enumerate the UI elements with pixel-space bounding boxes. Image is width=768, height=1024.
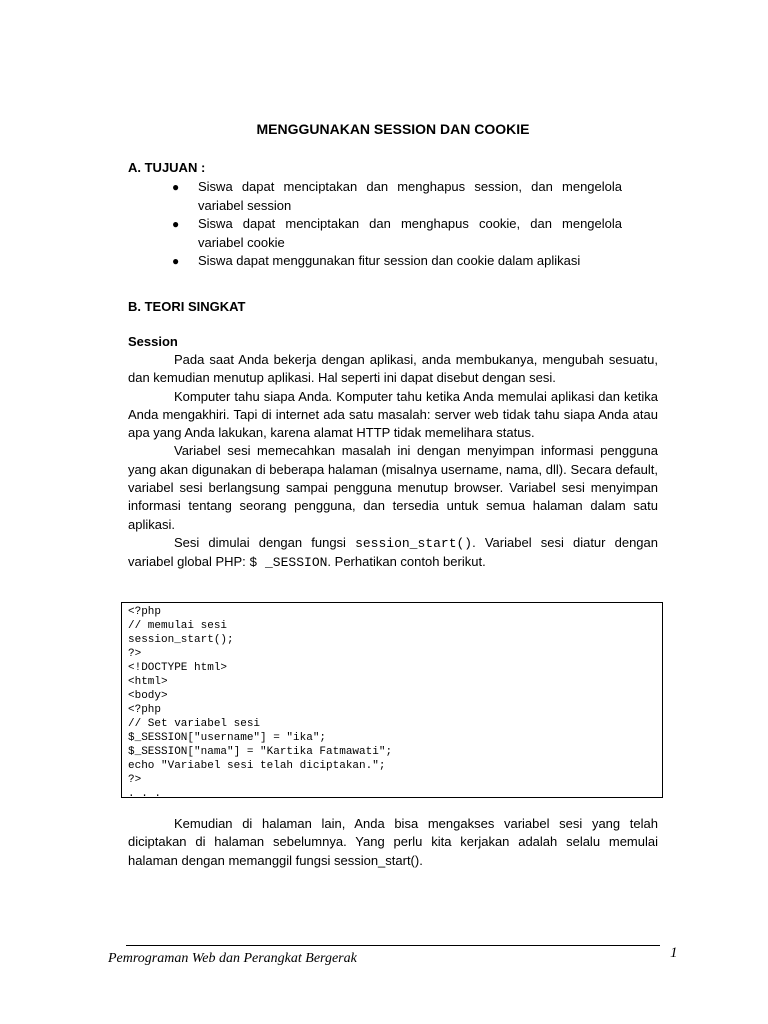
bullet-icon: ● — [172, 217, 180, 231]
objective-text: Siswa dapat menggunakan fitur session dan cookie dalam aplikasi — [198, 253, 581, 268]
code-line: <?php — [128, 704, 162, 716]
code-line: <!DOCTYPE html> — [128, 662, 228, 674]
objective-text: Siswa dapat menciptakan dan menghapus session, dan mengelola variabel session — [198, 179, 622, 213]
after-code-text — [128, 815, 658, 870]
teori-heading: B. TEORI SINGKAT — [128, 299, 246, 314]
paragraph: Pada saat Anda bekerja dengan aplikasi, anda membukanya, mengubah sesuatu, dan kemudian menutup aplikasi. Hal seperti ini dapat disebut dengan sesi. — [128, 352, 658, 386]
list-item — [172, 215, 622, 252]
code-line: ?> — [128, 648, 142, 660]
code-line: <?php — [128, 606, 162, 618]
session-heading: Session — [128, 334, 178, 349]
paragraph: Komputer tahu siapa Anda. Komputer tahu ketika Anda memulai aplikasi dan ketika Anda mengakhiri. Tapi di internet ada satu masalah: server web tidak tahu siapa Anda atau apa yang Anda lakukan, karena alamat HTTP tidak memelihara status. — [128, 388, 658, 441]
objective-text: Siswa dapat menciptakan dan menghapus cookie, dan mengelola variabel cookie — [198, 216, 622, 250]
inline-code: $ _SESSION — [249, 555, 328, 571]
paragraph: Variabel sesi memecahkan masalah ini dengan menyimpan informasi pengguna yang akan digunakan di beberapa halaman (misalnya username, nama, dll). Secara default, variabel sesi berlangsung sampai pengguna menutup browser. Variabel sesi menyimpan informasi tentang seorang pengguna, dan tersedia untuk semua halaman dalam satu aplikasi. — [128, 443, 658, 532]
list-item — [172, 252, 622, 271]
code-line: // memulai sesi — [128, 620, 228, 632]
code-line: ?> — [128, 774, 142, 786]
list-item — [172, 178, 622, 215]
theory-text — [128, 351, 658, 573]
footer-title: Pemrograman Web dan Perangkat Bergerak — [108, 951, 357, 966]
code-line: $_SESSION["nama"] = "Kartika Fatmawati"; — [128, 746, 393, 758]
paragraph-text: Sesi dimulai dengan fungsi — [174, 534, 356, 550]
page-title: MENGGUNAKAN SESSION DAN COOKIE — [256, 121, 530, 137]
code-line: // Set variabel sesi — [128, 718, 261, 730]
tujuan-heading: A. TUJUAN : — [128, 160, 206, 175]
inline-code: session_start() — [355, 535, 473, 551]
code-example — [121, 602, 663, 798]
paragraph: Kemudian di halaman lain, Anda bisa mengakses variabel sesi yang telah diciptakan di halaman sebelumnya. Yang perlu kita kerjakan adalah selalu memulai halaman dengan memanggil fungsi session_start(). — [128, 816, 658, 868]
code-line: echo "Variabel sesi telah diciptakan."; — [128, 760, 386, 772]
code-line: <body> — [128, 690, 168, 702]
bullet-icon: ● — [172, 254, 180, 268]
code-line: session_start(); — [128, 634, 234, 646]
code-line: <html> — [128, 676, 168, 688]
code-line: $_SESSION["username"] = "ika"; — [128, 732, 327, 744]
code-line: . . . — [128, 788, 162, 798]
objectives-list — [172, 178, 622, 271]
paragraph — [128, 534, 658, 573]
paragraph-text: . Perhatikan contoh berikut. — [327, 554, 486, 570]
page-number: 1 — [670, 945, 678, 961]
paragraph-text: . Variabel sesi diatur dengan variabel global PHP: — [128, 534, 658, 570]
footer-divider — [126, 945, 660, 946]
bullet-icon: ● — [172, 180, 180, 194]
